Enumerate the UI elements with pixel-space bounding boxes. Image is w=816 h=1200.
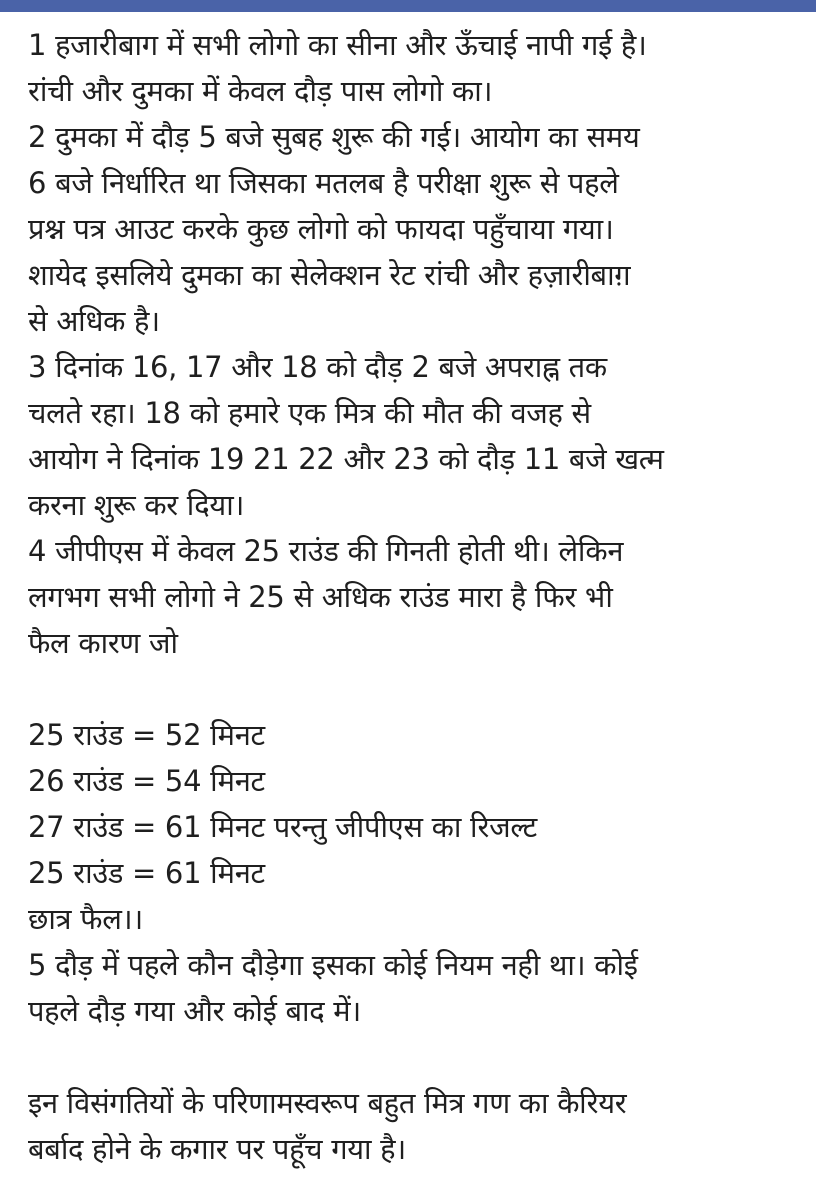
text-line: इन विसंगतियों के परिणामस्वरूप बहुत मित्र गण का कैरियर xyxy=(28,1086,627,1120)
top-header-strip xyxy=(0,0,816,12)
text-line: 25 राउंड = 52 मिनट xyxy=(28,718,265,752)
text-line: 25 राउंड = 61 मिनट xyxy=(28,856,265,890)
blank-line xyxy=(28,1034,803,1080)
text-line: प्रश्न पत्र आउट करके कुछ लोगो को फायदा पहुँचाया गया। xyxy=(28,212,614,246)
text-line: शायेद इसलिये दुमका का सेलेक्शन रेट रांची और हज़ारीबाग़ xyxy=(28,258,631,292)
text-line: फैल कारण जो xyxy=(28,626,178,660)
text-line: छात्र फैल।। xyxy=(28,902,143,936)
blank-line xyxy=(28,666,803,712)
text-line: पहले दौड़ गया और कोई बाद में। xyxy=(28,994,361,1028)
text-line: बर्बाद होने के कगार पर पहूँच गया है। xyxy=(28,1132,406,1166)
text-line: आयोग ने दिनांक 19 21 22 और 23 को दौड़ 11 बजे खत्म xyxy=(28,442,664,476)
text-line: 2 दुमका में दौड़ 5 बजे सुबह शुरू की गई। आयोग का समय xyxy=(28,120,640,154)
text-line: 5 दौड़ में पहले कौन दौड़ेगा इसका कोई नियम नही था। कोई xyxy=(28,948,638,982)
text-line: 27 राउंड = 61 मिनट परन्तु जीपीएस का रिजल्ट xyxy=(28,810,537,844)
text-line: 1 हजारीबाग में सभी लोगो का सीना और ऊँचाई नापी गई है। xyxy=(28,28,647,62)
text-line: करना शुरू कर दिया। xyxy=(28,488,245,522)
text-line: लगभग सभी लोगो ने 25 से अधिक राउंड मारा है फिर भी xyxy=(28,580,613,614)
text-line: 3 दिनांक 16, 17 और 18 को दौड़ 2 बजे अपराह्न तक xyxy=(28,350,607,384)
text-line: 6 बजे निर्धारित था जिसका मतलब है परीक्षा शुरू से पहले xyxy=(28,166,619,200)
text-line: रांची और दुमका में केवल दौड़ पास लोगो का। xyxy=(28,74,493,108)
text-line: चलते रहा। 18 को हमारे एक मित्र की मौत की वजह से xyxy=(28,396,591,430)
text-line: से अधिक है। xyxy=(28,304,160,338)
text-line: 26 राउंड = 54 मिनट xyxy=(28,764,265,798)
text-line: 4 जीपीएस में केवल 25 राउंड की गिनती होती थी। लेकिन xyxy=(28,534,624,568)
post-text-body xyxy=(28,22,803,1172)
